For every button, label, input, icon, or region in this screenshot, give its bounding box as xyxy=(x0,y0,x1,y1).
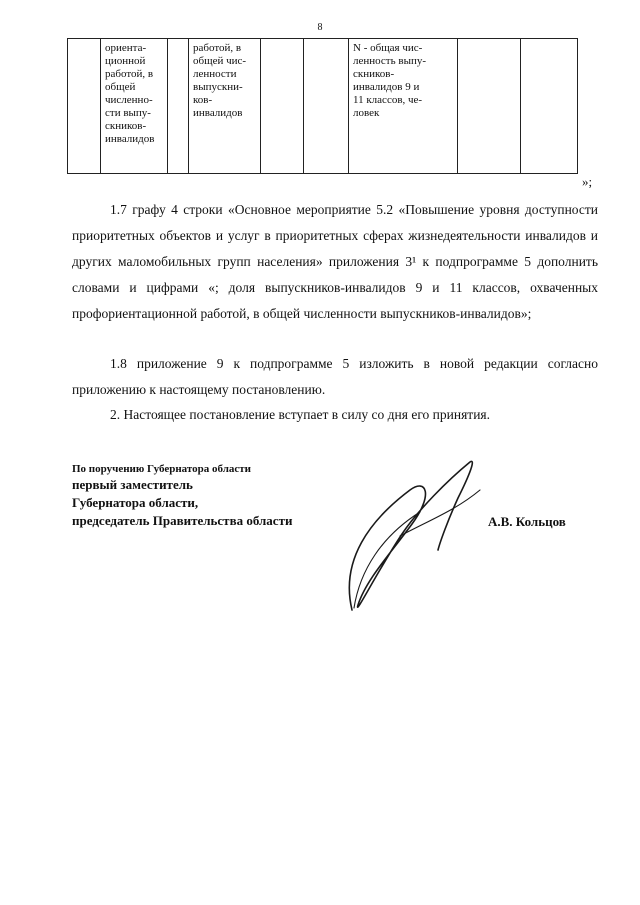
table-cell xyxy=(458,39,521,174)
paragraph-1-7: 1.7 графу 4 строки «Основное мероприятие 5.2 «Повышение уровня доступности приоритетных объектов и услуг в приоритетных сферах жизнедеятельности инвалидов и других маломобильных групп населения» приложения 3¹ к подпрограмме 5 дополнить словами и цифрами «; доля выпускников-инвалидов 9 и 11 классов, охваченных профориентационной работой, в общей численности выпускников-инвалидов»; xyxy=(72,202,598,321)
signature-block xyxy=(72,462,292,530)
table-cell xyxy=(261,39,304,174)
table-cell xyxy=(68,39,101,174)
handwritten-signature xyxy=(330,450,510,630)
signature-position-line-1: первый заместитель xyxy=(72,477,193,492)
table-cell: работой, в общей чис- ленности выпускни- ков- инвалидов xyxy=(189,39,261,174)
table-cell xyxy=(521,39,578,174)
table-cell: N - общая чис- ленность выпу- скников- инвалидов 9 и 11 классов, че- ловек xyxy=(349,39,458,174)
table-cell: ориента- ционной работой, в общей численно- сти выпу- скников- инвалидов xyxy=(101,39,168,174)
signatory-name: А.В. Кольцов xyxy=(488,514,566,529)
table-cell xyxy=(304,39,349,174)
signature-authority-line: По поручению Губернатора области xyxy=(72,463,252,475)
paragraph-1-8: 1.8 приложение 9 к подпрограмме 5 изложить в новой редакции согласно приложению к настоящему постановлению. xyxy=(72,356,598,397)
continuation-table xyxy=(67,38,578,174)
paragraph-2: 2. Настоящее постановление вступает в силу со дня его принятия. xyxy=(110,407,491,422)
closing-quote: »; xyxy=(582,174,593,189)
table-cell xyxy=(168,39,189,174)
page-number: 8 xyxy=(317,22,323,33)
signature-position-line-2: Губернатора области, xyxy=(72,495,199,510)
signature-position-line-3: председатель Правительства области xyxy=(72,513,293,528)
table-row xyxy=(68,39,578,174)
